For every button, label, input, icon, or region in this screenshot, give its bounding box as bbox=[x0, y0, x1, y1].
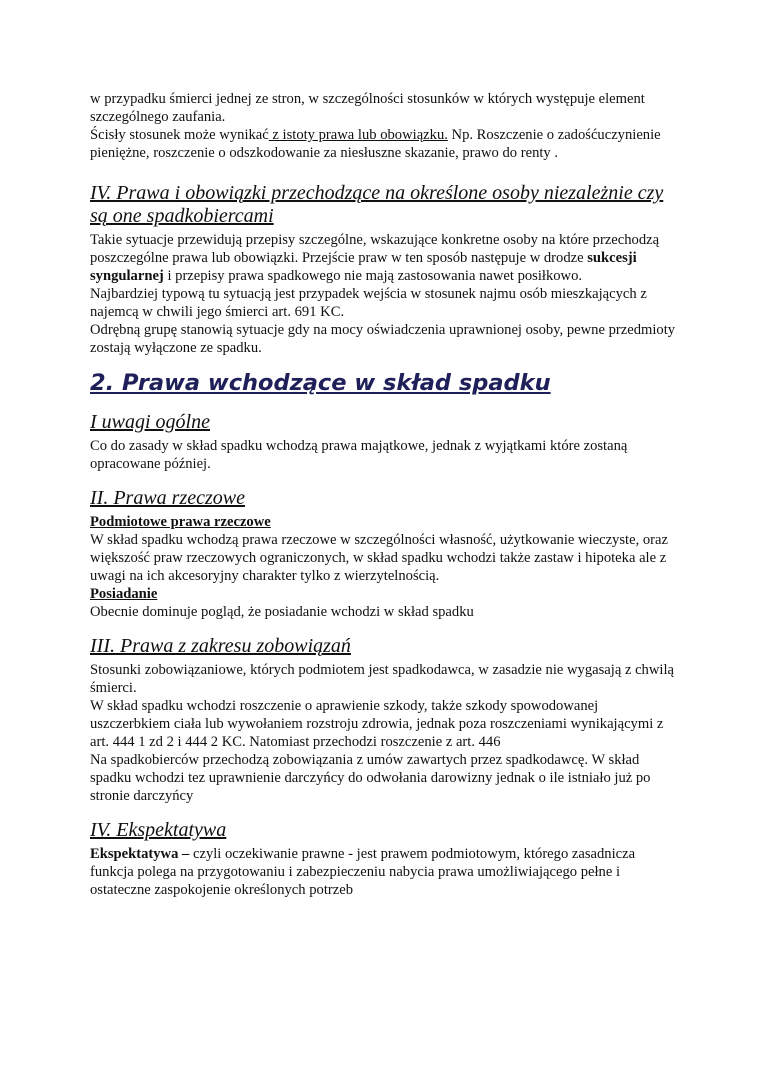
bold-term: sukcesji syngularnej bbox=[90, 250, 637, 284]
paragraph bbox=[90, 845, 680, 899]
paragraph: Odrębną grupę stanowią sytuacje gdy na mocy oświadczenia uprawnionej osoby, pewne przedmioty zostają wyłączone ze spadku. bbox=[90, 322, 676, 356]
section-heading-i: I uwagi ogólne bbox=[90, 411, 210, 433]
chapter-heading: 2. Prawa wchodzące w skład spadku bbox=[90, 370, 551, 396]
text: Takie sytuacje przewidują przepisy szczególne, wskazujące konkretne osoby na które przechodzą poszczególne prawa lub obowiązki. Przejście praw w ten sposób następuje w drodze bbox=[90, 232, 660, 266]
subheading: Posiadanie bbox=[90, 586, 158, 602]
intro-paragraph-2 bbox=[90, 126, 680, 162]
paragraph: Co do zasady w skład spadku wchodzą prawa majątkowe, jednak z wyjątkami które zostaną opracowane później. bbox=[90, 438, 628, 472]
text: Ścisły stosunek może wynikać bbox=[90, 127, 269, 143]
subheading: Podmiotowe prawa rzeczowe bbox=[90, 514, 271, 530]
paragraph bbox=[90, 231, 680, 285]
paragraph: Obecnie dominuje pogląd, że posiadanie wchodzi w skład spadku bbox=[90, 604, 474, 620]
document-page bbox=[90, 90, 680, 899]
text: i przepisy prawa spadkowego nie mają zastosowania nawet posiłkowo. bbox=[163, 268, 583, 284]
bold-term: Ekspektatywa – bbox=[90, 846, 190, 862]
paragraph: W skład spadku wchodzi roszczenie o aprawienie szkody, także szkody spowodowanej uszczerbkiem ciała lub wywołaniem rozstroju zdrowia, jednak poza roszczeniami wynikającymi z art. 444 1 zd 2 i 444 2 KC. Natomiast przechodzi roszczenie z art. 446 bbox=[90, 698, 664, 750]
section-heading-iv-ekspektatywa: IV. Ekspektatywa bbox=[90, 819, 227, 841]
underlined-text: z istoty prawa lub obowiązku. bbox=[268, 127, 448, 143]
section-heading-iv: IV. Prawa i obowiązki przechodzące na określone osoby niezależnie czy są one spadkobiercami bbox=[90, 182, 664, 227]
intro-paragraph: w przypadku śmierci jednej ze stron, w szczególności stosunków w których występuje element szczególnego zaufania. bbox=[90, 91, 645, 125]
section-heading-ii: II. Prawa rzeczowe bbox=[90, 487, 245, 509]
section-heading-iii: III. Prawa z zakresu zobowiązań bbox=[90, 635, 351, 657]
text: czyli oczekiwanie prawne - jest prawem podmiotowym, którego zasadnicza funkcja polega na przygotowaniu i zabezpieczeniu nabycia prawa umożliwiającego pełne i ostateczne zaspokojenie określonych potrzeb bbox=[90, 846, 636, 898]
paragraph: Stosunki zobowiązaniowe, których podmiotem jest spadkodawca, w zasadzie nie wygasają z chwilą śmierci. bbox=[90, 662, 674, 696]
text: Np. Roszczenie o zadośćuczynienie pieniężne, roszczenie o odszkodowanie za niesłuszne skazanie, prawo do renty . bbox=[90, 127, 661, 161]
paragraph: Najbardziej typową tu sytuacją jest przypadek wejścia w stosunek najmu osób mieszkających z najemcą w chwili jego śmierci art. 691 KC. bbox=[90, 286, 647, 320]
paragraph: W skład spadku wchodzą prawa rzeczowe w szczególności własność, użytkowanie wieczyste, oraz większość praw rzeczowych ograniczonych, w skład spadku wchodzi także zastaw i hipoteka ale z uwagi na ich akcesoryjny charakter tylko z wierzytelnością. bbox=[90, 532, 668, 584]
paragraph: Na spadkobierców przechodzą zobowiązania z umów zawartych przez spadkodawcę. W skład spadku wchodzi tez uprawnienie darczyńcy do odwołania darowizny jednak o ile istniało już po stronie darczyńcy bbox=[90, 752, 651, 804]
